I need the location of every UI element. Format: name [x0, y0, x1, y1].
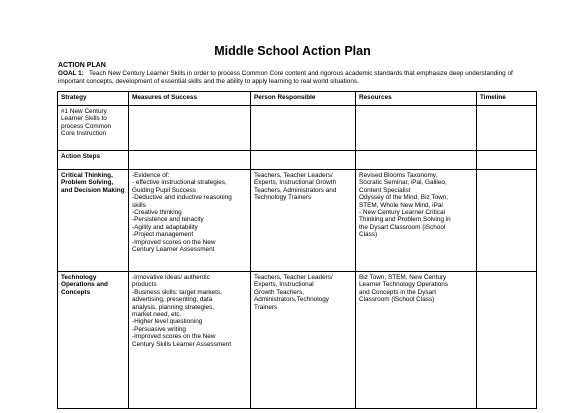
strategy-cell: Technology Operations and Concepts — [58, 272, 129, 409]
resource-line: Odyssey of the Mind, Biz Town, — [359, 194, 449, 202]
person-line: Teachers, Teacher Leaders/ — [254, 172, 333, 179]
action-plan-label: ACTION PLAN — [58, 62, 106, 69]
table-row — [58, 170, 537, 272]
strategy-cell: Critical Thinking, Problem Solving, and Decision Making — [58, 170, 129, 272]
measures-cell — [129, 151, 251, 170]
timeline-cell — [477, 170, 537, 272]
table-row — [58, 106, 537, 151]
measure-line: -Innovative ideas/ authentic — [132, 274, 210, 281]
resource-line: the Dysart Classroom (iSchool — [359, 223, 446, 231]
measure-line: -Higher level questioning — [132, 318, 203, 326]
person-line: Technology Trainers — [254, 194, 312, 202]
measure-line: -Improved scores on the New — [132, 238, 216, 246]
person-line: Experts, Instructional — [254, 281, 314, 289]
measure-line: -Persuasive writing — [132, 325, 186, 333]
document-title: Middle School Action Plan — [214, 44, 371, 58]
measure-line: Century Learner Assessment — [132, 246, 215, 254]
person-line: Teachers, Administrators and — [254, 186, 337, 194]
header-timeline: Timeline — [477, 92, 537, 106]
measure-line: Century Skills Learner Assessment — [132, 340, 232, 348]
header-measures: Measures of Success — [129, 92, 251, 106]
measure-line: Guiding Pupil Success — [132, 186, 196, 194]
resource-line: Classroom (iSchool Class) — [359, 296, 435, 304]
measure-line: advertising, presenting, data — [132, 296, 213, 304]
header-person: Person Responsible — [251, 92, 356, 106]
person-line: Growth Teachers, — [254, 288, 304, 296]
measure-line: -Deductive and inductive reasoning — [132, 194, 232, 202]
measure-line: -Improved scores on the New — [132, 333, 216, 341]
measure-line: -Project management — [132, 231, 194, 239]
resources-cell — [356, 106, 477, 151]
table-header-row — [58, 92, 537, 106]
header-resources: Resources — [356, 92, 477, 106]
resource-line: STEM, Whole New Mind, iPal — [359, 201, 443, 209]
person-line: Teachers, Teacher Leaders/ — [254, 274, 333, 281]
resource-line: - New Century Learner Critical — [359, 209, 445, 217]
timeline-cell — [477, 272, 537, 409]
resources-cell — [356, 151, 477, 170]
measure-line: analysis, planning strategies, — [132, 303, 215, 311]
header-strategy: Strategy — [58, 92, 129, 106]
strategy-cell: #1 New Century Learner Skills to process Common Core Instruction — [58, 106, 129, 151]
action-plan-table — [57, 91, 537, 409]
resource-line: Revised Blooms Taxonomy, — [359, 172, 438, 179]
resource-line: Socratic Seminar, iPal, Galileo, — [359, 179, 447, 187]
measure-line: products — [132, 281, 157, 289]
resources-cell — [356, 272, 477, 409]
measures-cell — [129, 272, 251, 409]
resource-line: Thinking and Problem Solving in — [359, 216, 451, 224]
person-cell — [251, 151, 356, 170]
measure-line: -Evidence of: — [132, 172, 170, 179]
person-cell — [251, 170, 356, 272]
resource-line: Biz Town, STEM, New Century — [359, 274, 447, 281]
measure-line: -Creative thinking — [132, 209, 182, 217]
person-cell — [251, 106, 356, 151]
measure-line: - effective instructional strategies, — [132, 179, 227, 187]
person-cell — [251, 272, 356, 409]
measures-cell — [129, 170, 251, 272]
timeline-cell — [477, 106, 537, 151]
table-row — [58, 151, 537, 170]
resource-line: Class) — [359, 231, 378, 239]
action-steps-label: Action Steps — [58, 151, 129, 170]
measure-line: skills — [132, 201, 146, 209]
person-line: Administrators,Technology — [254, 296, 329, 304]
goal-statement — [58, 70, 538, 86]
measure-line: market need, etc. — [132, 311, 182, 319]
person-line: Trainers — [254, 303, 278, 311]
resource-line: and Concepts in the Dysart — [359, 288, 437, 296]
table-row — [58, 272, 537, 409]
measure-line: -Agility and adaptability — [132, 223, 198, 231]
resources-cell — [356, 170, 477, 272]
measure-line: -Business skills: target markets, — [132, 288, 222, 296]
resource-line: Content Specialist — [359, 186, 411, 194]
person-line: Experts, Instructional Growth — [254, 179, 337, 187]
measure-line: -Persistence and tenacity — [132, 216, 204, 224]
goal-label: GOAL 1: — [58, 70, 84, 77]
goal-text: Teach New Century Learner Skills in order to process Common Core content and rigorous academic standards that emphasize deep understanding of important concepts, development of essential skills and the ability to apply learning to real world situations. — [58, 70, 513, 85]
measures-cell — [129, 106, 251, 151]
resource-line: Learner Technology Operations — [359, 281, 449, 289]
timeline-cell — [477, 151, 537, 170]
